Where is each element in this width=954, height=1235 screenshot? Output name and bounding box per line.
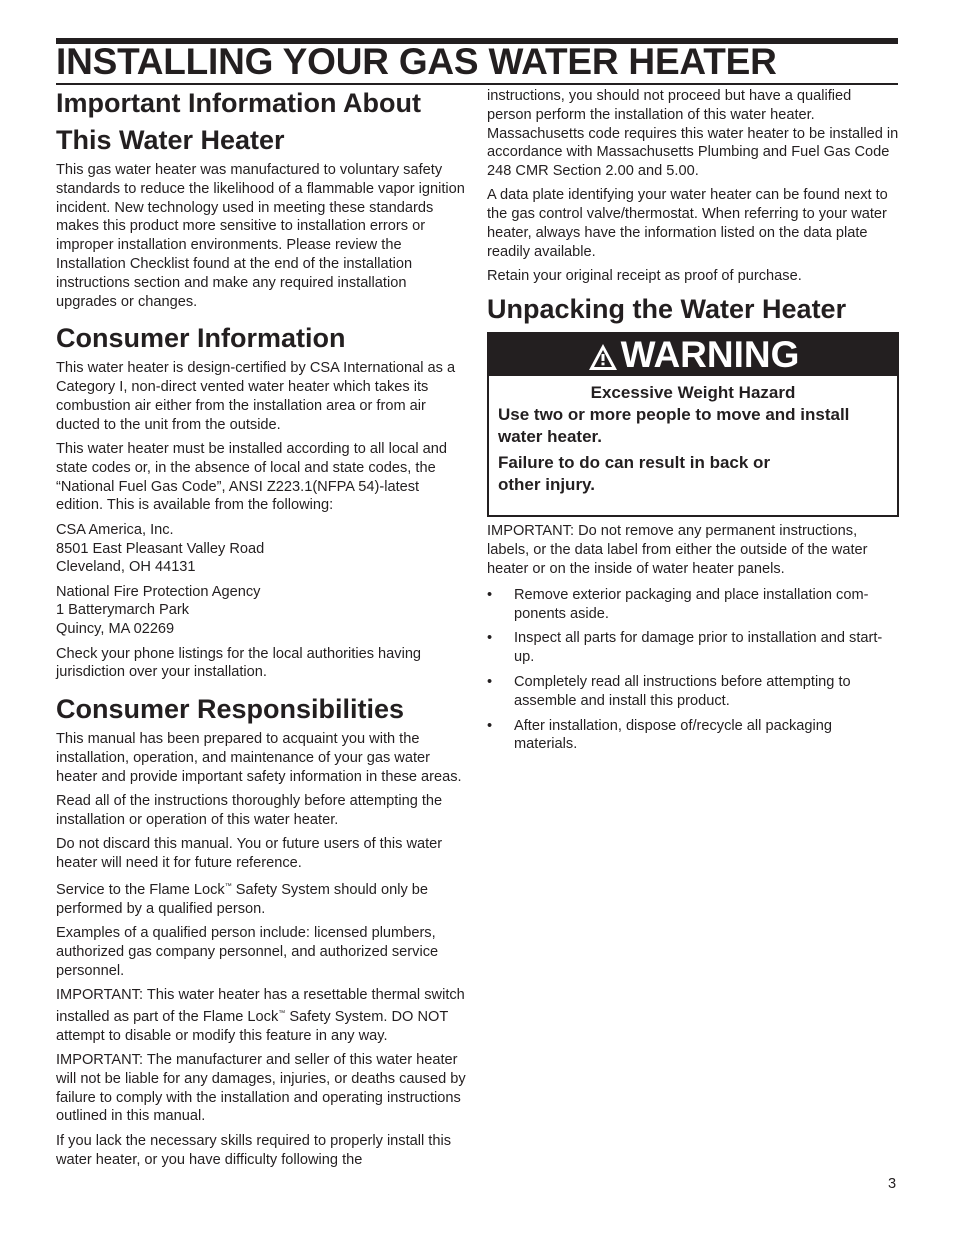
trademark-symbol: ™ xyxy=(278,1009,286,1017)
page-title: INSTALLING YOUR GAS WATER HEATER xyxy=(56,41,777,82)
unpacking-bullet-list xyxy=(487,586,899,754)
responsibilities-paragraph-6 xyxy=(56,986,470,1045)
paragraph-text: Safety System should only be performed by a qualified person. xyxy=(56,882,429,917)
responsibilities-paragraph-2: Read all of the instructions thoroughly before attempting the installation or operation of this water heater. xyxy=(56,793,443,828)
warning-consequence: Failure to do can result in back or other injury. xyxy=(498,453,771,495)
responsibilities-paragraph-4 xyxy=(56,878,470,919)
responsibilities-paragraph-5: Examples of a qualified person include: licensed plumbers, authorized gas company personnel, and authorized service personnel. xyxy=(56,925,439,979)
address-line: 1 Batterymarch Park xyxy=(56,602,190,619)
responsibilities-paragraph-7: IMPORTANT: The manufacturer and seller of this water heater will not be liable for any damages, injuries, or deaths caused by failure to comply with the installation and operating instructions outlined in this manual. xyxy=(56,1052,466,1125)
paragraph-text: Service to the Flame Lock xyxy=(56,882,225,899)
list-item xyxy=(487,717,899,755)
responsibilities-paragraph-8: If you lack the necessary skills required to properly install this water heater, or you have difficulty following the xyxy=(56,1132,452,1168)
consumer-responsibilities-heading: Consumer Responsibilities xyxy=(56,694,405,725)
unpacking-heading: Unpacking the Water Heater xyxy=(487,294,847,325)
bullet-mark: • xyxy=(487,630,493,647)
list-item-text: Remove exterior packaging and place installation com-ponents aside. xyxy=(514,586,869,622)
bullet-mark: • xyxy=(487,674,493,691)
paragraph-text: IMPORTANT: This water heater has a resettable thermal switch installed as part of the Flame Lock xyxy=(56,987,465,1025)
nfpa-address xyxy=(56,583,470,639)
list-item xyxy=(487,673,899,711)
consumer-information-paragraph-2: This water heater must be installed according to all local and state codes or, in the absence of local and state codes, the “National Fuel Gas Code”, ANSI Z223.1(NFPA 54)-latest edition. This is available from the following: xyxy=(56,441,447,514)
important-information-paragraph: This gas water heater was manufactured to voluntary safety standards to reduce the likelihood of a flammable vapor ignition incident. New technology used in meeting these standards makes this product more sensitive to installation errors or improper installation environments. Please review the Installation Checklist found at the end of the installation instructions section and make any required installation upgrades or changes. xyxy=(56,162,465,310)
warning-box xyxy=(487,332,899,517)
data-plate-paragraph: A data plate identifying your water heater can be found next to the gas control valve/thermostat. When referring to your water heater, always have the information listed on the data plate readily available. xyxy=(487,187,888,260)
list-item xyxy=(487,629,899,667)
warning-triangle-icon xyxy=(587,342,619,372)
address-line: Cleveland, OH 44131 xyxy=(56,559,196,576)
address-line: Quincy, MA 02269 xyxy=(56,621,175,638)
address-line: CSA America, Inc. xyxy=(56,521,174,538)
list-item xyxy=(487,586,899,624)
consumer-information-heading: Consumer Information xyxy=(56,323,346,354)
bullet-mark: • xyxy=(487,586,493,603)
bullet-mark: • xyxy=(487,717,493,734)
unpacking-important-paragraph: IMPORTANT: Do not remove any permanent instructions, labels, or the data label from either the outside of the water heater or on the inside of water heater panels. xyxy=(487,523,868,578)
unpacking-section xyxy=(487,291,899,754)
list-item-text: Inspect all parts for damage prior to installation and start-up. xyxy=(514,630,883,666)
important-information-heading-line1: Important Information About xyxy=(56,88,421,118)
important-information-section xyxy=(56,85,470,311)
csa-address xyxy=(56,521,470,577)
important-information-heading xyxy=(56,85,470,159)
list-item-text: Completely read all instructions before attempting to assemble and install this product. xyxy=(514,674,851,709)
consumer-responsibilities-section xyxy=(56,691,470,1169)
important-information-heading-line2: This Water Heater xyxy=(56,125,285,155)
paragraph-text: Safety System. DO NOT attempt to disable or modify this feature in any way. xyxy=(56,1008,448,1044)
consumer-information-paragraph-3: Check your phone listings for the local authorities having jurisdiction over your installation. xyxy=(56,645,422,681)
address-line: National Fire Protection Agency xyxy=(56,583,261,600)
responsibilities-paragraph-3: Do not discard this manual. You or future users of this water heater will need it for future reference. xyxy=(56,836,443,871)
consumer-information-paragraph-1: This water heater is design-certified by CSA International as a Category I, non-direct vented water heater which takes its combustion air either from the installation area or from air ducted to the unit from the outside. xyxy=(56,360,456,433)
warning-word: WARNING xyxy=(620,334,800,376)
warning-instruction: Use two or more people to move and install water heater. xyxy=(498,405,850,447)
warning-header xyxy=(489,334,897,376)
continued-paragraph: instructions, you should not proceed but have a qualified person perform the installation of this water heater. Massachusetts code requires this water heater to be installed in accordance with Massachusetts Plumbing and Fuel Gas Code 248 CMR Section 2.00 and 5.00. xyxy=(487,88,899,180)
responsibilities-paragraph-1: This manual has been prepared to acquaint you with the installation, operation, and maintenance of your gas water heater and provide important safety information in these areas. xyxy=(56,731,462,785)
left-column xyxy=(56,85,470,1175)
warning-body xyxy=(489,376,897,496)
consumer-information-section xyxy=(56,320,470,682)
address-line: 8501 East Pleasant Valley Road xyxy=(56,540,265,557)
warning-hazard-title: Excessive Weight Hazard xyxy=(590,383,796,403)
right-column xyxy=(487,87,899,760)
list-item-text: After installation, dispose of/recycle all packaging materials. xyxy=(514,717,832,753)
trademark-symbol: ™ xyxy=(224,883,232,891)
receipt-paragraph: Retain your original receipt as proof of purchase. xyxy=(487,268,802,285)
page-number: 3 xyxy=(888,1176,897,1192)
